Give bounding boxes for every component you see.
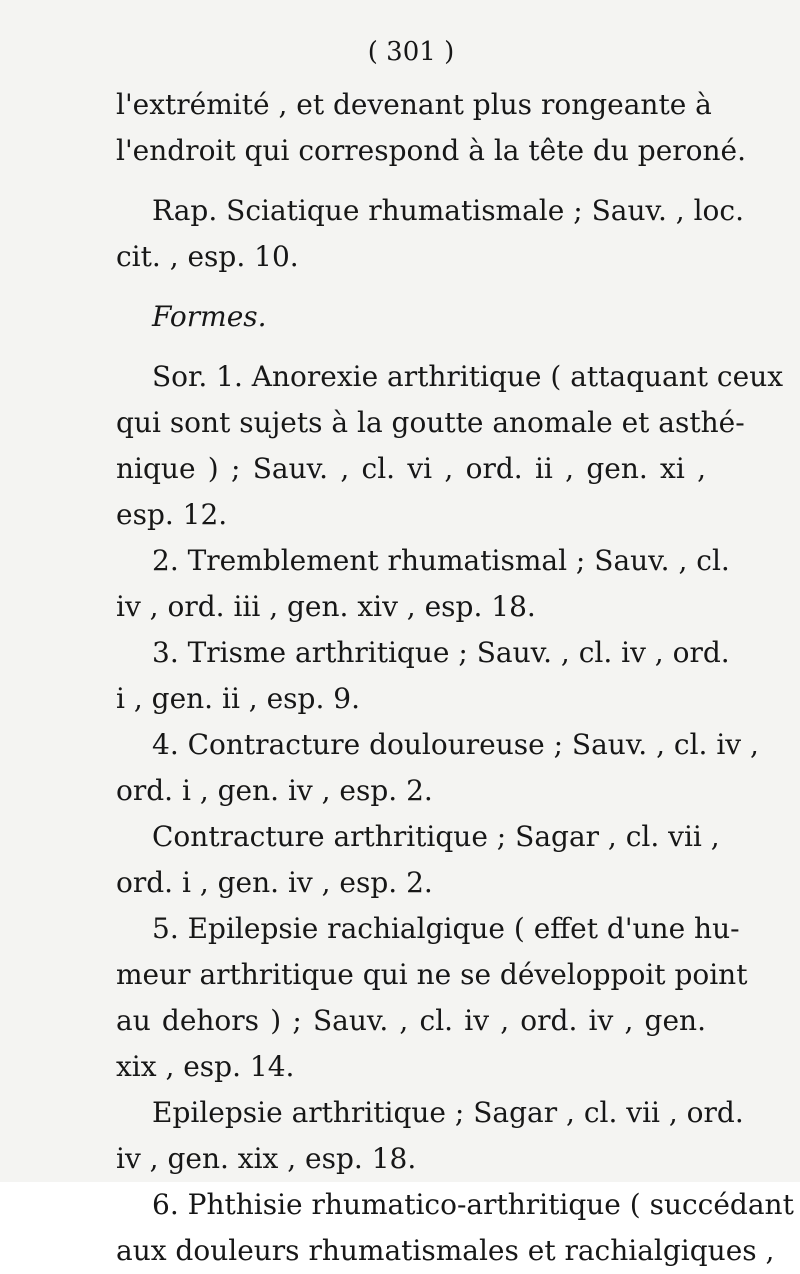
text-line: esp. 12. bbox=[116, 498, 228, 531]
text-line: nique ) ; Sauv. , cl. vi , ord. ii , gen. xi , bbox=[116, 452, 706, 485]
text-line: 5. Epilepsie rachialgique ( effet d'une hu- bbox=[152, 912, 740, 945]
text-line: l'endroit qui correspond à la tête du peroné. bbox=[116, 134, 747, 167]
text-line: ord. i , gen. iv , esp. 2. bbox=[116, 774, 433, 807]
text-line: ord. i , gen. iv , esp. 2. bbox=[116, 866, 433, 899]
text-line: iv , gen. xix , esp. 18. bbox=[116, 1142, 417, 1175]
text-line: iv , ord. iii , gen. xiv , esp. 18. bbox=[116, 590, 536, 623]
text-line: l'extrémité , et devenant plus rongeante à bbox=[116, 88, 712, 121]
page-text-block bbox=[116, 30, 794, 1274]
section-heading-formes: Formes. bbox=[152, 300, 267, 333]
text-line: Sor. 1. Anorexie arthritique ( attaquant ceux bbox=[152, 360, 784, 393]
text-line: aux douleurs rhumatismales et rachialgiques , bbox=[116, 1234, 775, 1267]
text-line: 4. Contracture douloureuse ; Sauv. , cl. iv , bbox=[152, 728, 759, 761]
text-line: Contracture arthritique ; Sagar , cl. vii , bbox=[152, 820, 720, 853]
text-line: 2. Tremblement rhumatismal ; Sauv. , cl. bbox=[152, 544, 730, 577]
text-line: au dehors ) ; Sauv. , cl. iv , ord. iv , gen. bbox=[116, 1004, 706, 1037]
text-line: 6. Phthisie rhumatico-arthritique ( succédant bbox=[152, 1188, 794, 1221]
page-number: ( 301 ) bbox=[367, 37, 455, 67]
text-line: xix , esp. 14. bbox=[116, 1050, 295, 1083]
text-line: qui sont sujets à la goutte anomale et asthé- bbox=[116, 406, 745, 439]
text-line: meur arthritique qui ne se développoit point bbox=[116, 958, 748, 991]
text-line: i , gen. ii , esp. 9. bbox=[116, 682, 360, 715]
text-line: Epilepsie arthritique ; Sagar , cl. vii , ord. bbox=[152, 1096, 744, 1129]
text-line: cit. , esp. 10. bbox=[116, 240, 299, 273]
text-line: Rap. Sciatique rhumatismale ; Sauv. , loc. bbox=[152, 194, 744, 227]
text-line: 3. Trisme arthritique ; Sauv. , cl. iv , ord. bbox=[152, 636, 730, 669]
